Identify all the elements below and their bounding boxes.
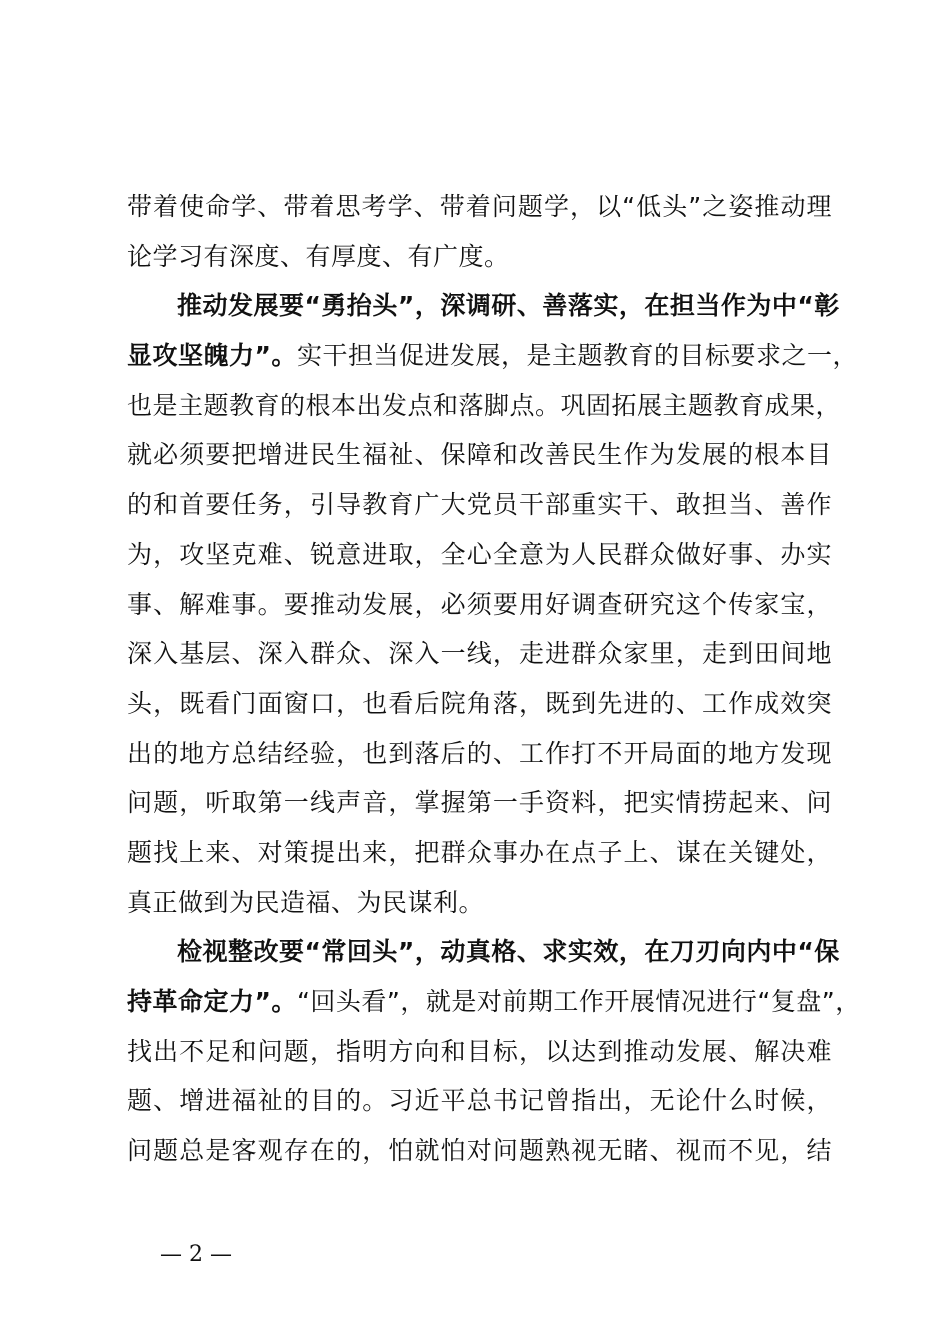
text-line xyxy=(127,530,832,580)
text-line xyxy=(127,331,858,381)
text-line xyxy=(127,232,832,282)
text-line xyxy=(127,580,832,630)
section-heading: 检视整改要“常回头”，动真格、求实效，在刀刃向内中“保 xyxy=(177,937,840,967)
line-text: “回头看”，就是对前期工作开展情况进行“复盘”， xyxy=(296,987,861,1016)
text-line xyxy=(127,381,842,431)
text-line xyxy=(127,977,861,1027)
text-line xyxy=(127,679,832,729)
text-line xyxy=(127,182,832,232)
text-line xyxy=(127,1076,832,1126)
line-text: 真正做到为民造福、为民谋利。 xyxy=(127,887,485,917)
line-text: 带着使命学、带着思考学、带着问题学，以“低头”之姿推动理 xyxy=(127,192,832,221)
line-text: 问题总是客观存在的，怕就怕对问题熟视无睹、视而不见，结 xyxy=(127,1136,832,1166)
line-text: 实干担当促进发展，是主题教育的目标要求之一， xyxy=(296,341,858,371)
text-line xyxy=(127,729,832,779)
line-text: 的和首要任务，引导教育广大党员干部重实干、敢担当、善作 xyxy=(127,490,832,520)
line-text: 问题，听取第一线声音，掌握第一手资料，把实情捞起来、问 xyxy=(127,788,832,818)
line-text: 题找上来、对策提出来，把群众事办在点子上、谋在关键处， xyxy=(127,837,832,867)
text-line xyxy=(127,1027,832,1077)
body-text xyxy=(127,182,861,1176)
section-heading: 推动发展要“勇抬头”，深调研、善落实，在担当作为中“彰 xyxy=(177,291,840,321)
line-text: 头，既看门面窗口，也看后院角落，既到先进的、工作成效突 xyxy=(127,688,832,718)
text-line xyxy=(127,1126,832,1176)
line-text: 找出不足和问题，指明方向和目标，以达到推动发展、解决难 xyxy=(127,1036,832,1066)
text-line xyxy=(127,927,840,977)
line-text: 出的地方总结经验，也到落后的、工作打不开局面的地方发现 xyxy=(127,738,832,768)
line-text: 就必须要把增进民生福祉、保障和改善民生作为发展的根本目 xyxy=(127,440,832,470)
section-heading: 显攻坚魄力”。 xyxy=(127,341,297,371)
section-heading: 持革命定力”。 xyxy=(127,987,297,1016)
text-line xyxy=(127,281,840,331)
line-text: 为，攻坚克难、锐意进取，全心全意为人民群众做好事、办实 xyxy=(127,539,832,569)
text-line xyxy=(127,629,832,679)
line-text: 也是主题教育的根本出发点和落脚点。巩固拓展主题教育成果， xyxy=(127,390,842,420)
line-text: 事、解难事。要推动发展，必须要用好调查研究这个传家宝， xyxy=(127,589,832,619)
text-line xyxy=(127,878,832,928)
line-text: 论学习有深度、有厚度、有广度。 xyxy=(127,241,510,271)
text-line xyxy=(127,480,832,530)
line-text: 深入基层、深入群众、深入一线，走进群众家里，走到田间地 xyxy=(127,639,832,669)
text-line xyxy=(127,430,832,480)
line-text: 题、增进福祉的目的。习近平总书记曾指出，无论什么时候， xyxy=(127,1086,832,1116)
page-number: — 2 — xyxy=(160,1242,232,1267)
text-line xyxy=(127,778,832,828)
text-line xyxy=(127,828,832,878)
